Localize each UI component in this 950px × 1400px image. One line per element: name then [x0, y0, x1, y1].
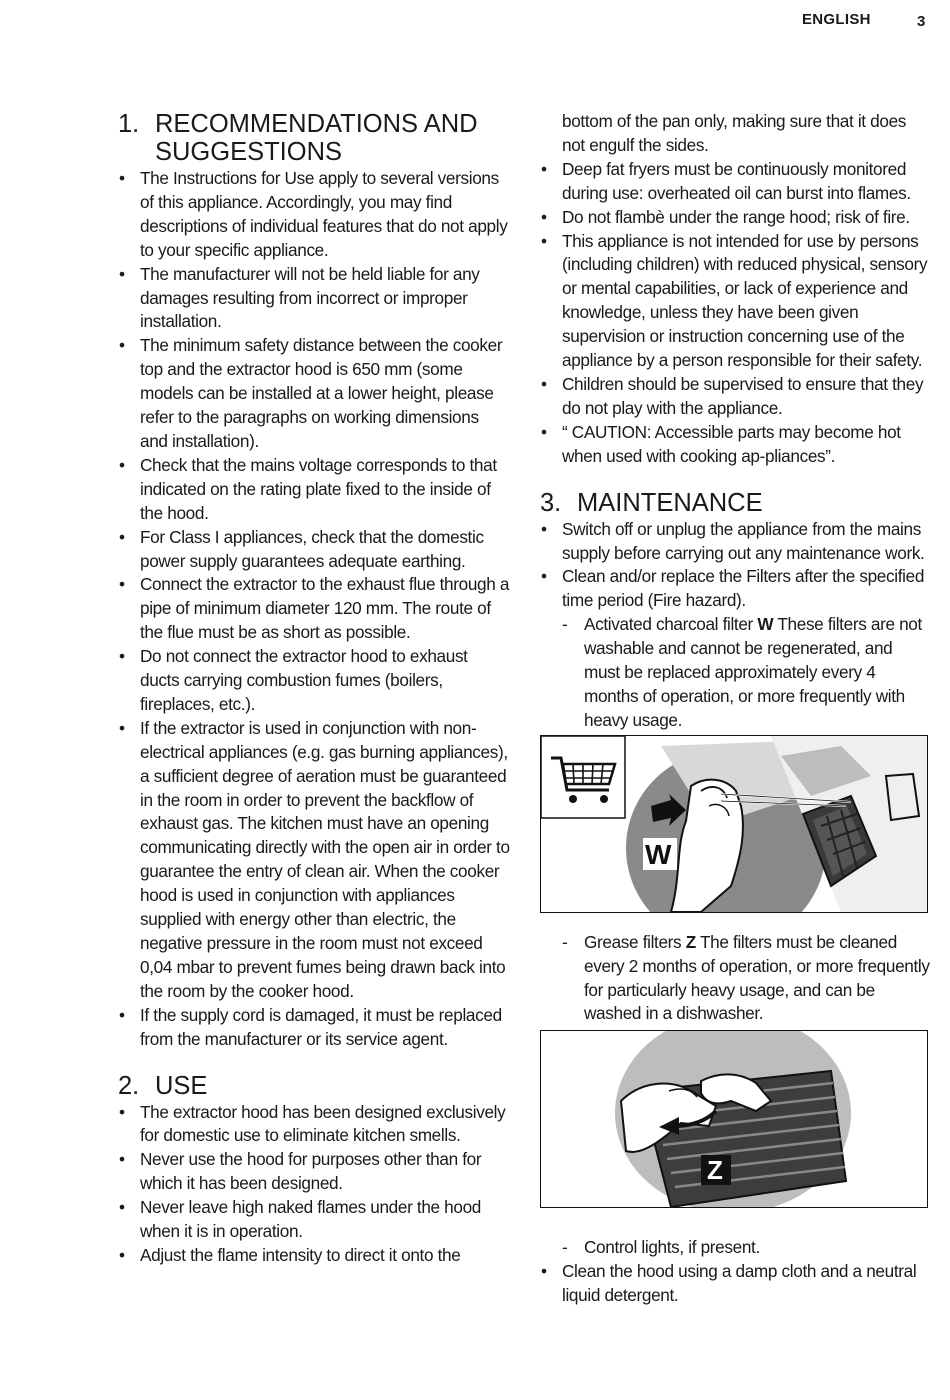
section-title-use: 2. USE [118, 1071, 208, 1100]
list-item: • Children should be supervised to ensure that they do not play with the appliance. [540, 373, 932, 421]
list-item: • Do not flambè under the range hood; risk of fire. [540, 206, 932, 230]
list-item: • Clean and/or replace the Filters after the specified time period (Fire hazard). [540, 565, 932, 613]
list-item: • Do not connect the extractor hood to exhaust ducts carrying combustion fumes (boilers, fireplaces, etc.). [118, 645, 510, 717]
use-list-left [118, 1101, 510, 1268]
list-item: • Adjust the flame intensity to direct it onto the [118, 1244, 510, 1268]
charcoal-filter-illustration [540, 735, 928, 913]
list-item: • This appliance is not intended for use by persons (including children) with reduced physical, sensory or mental capabilities, or lack of experience and knowledge, unless they have been given supervision or instruction concerning use of the appliance by a person responsible for their safety. [540, 230, 932, 373]
shopping-cart-icon [541, 736, 625, 818]
use-list-right [540, 158, 932, 469]
figure-label-w: W [645, 838, 672, 870]
grease-filter-illustration [540, 1030, 928, 1208]
charcoal-filter-item: - Activated charcoal filter W These filters are not washable and cannot be regenerated, and must be replaced approximately every 4 months of operation, or more frequently with heavy usage. [540, 613, 932, 733]
left-column [118, 110, 510, 1268]
control-lights-item: - Control lights, if present. [540, 1236, 932, 1260]
page-number: 3 [917, 13, 926, 30]
section-title-recommendations: 1. RECOMMENDATIONS AND SUGGESTIONS [118, 110, 478, 166]
right-column [540, 110, 932, 1308]
list-item: • Deep fat fryers must be continuously monitored during use: overheated oil can burst into flames. [540, 158, 932, 206]
figure-label-z: Z [707, 1155, 723, 1186]
list-item: • Switch off or unplug the appliance from the mains supply before carrying out any maintenance work. [540, 518, 932, 566]
maintenance-list-3 [540, 1236, 932, 1308]
recommendations-list [118, 167, 510, 1052]
list-item-continued: bottom of the pan only, making sure that it does not engulf the sides. [562, 111, 907, 155]
list-item: • If the extractor is used in conjunction with non-electrical appliances (e.g. gas burning appliances), a sufficient degree of aeration must be guaranteed in the room in order to prevent the backflow of exhaust gas. The kitchen must have an opening communicating directly with the open air in order to guarantee the entry of clean air. When the cooker hood is used in conjunction with appliances supplied with energy other than electric, the negative pressure in the room must not exceed 0,04 mbar to prevent fumes being drawn back into the room by the cooker hood. [118, 717, 510, 1004]
list-item: • The minimum safety distance between the cooker top and the extractor hood is 650 mm (some models can be installed at a lower height, please refer to the paragraphs on working dimensions and installation). [118, 334, 510, 454]
header-language: ENGLISH [802, 11, 871, 28]
list-item: • Connect the extractor to the exhaust flue through a pipe of minimum diameter 120 mm. The route of the flue must be as short as possible. [118, 573, 510, 645]
grease-filter-item: - Grease filters Z The filters must be cleaned every 2 months of operation, or more frequently for particularly heavy usage, and can be washed in a dishwasher. [540, 931, 932, 1027]
list-item: • “ CAUTION: Accessible parts may become hot when used with cooking ap-pliances”. [540, 421, 932, 469]
list-item: • Never use the hood for purposes other than for which it has been designed. [118, 1148, 510, 1196]
list-item: • Never leave high naked flames under the hood when it is in operation. [118, 1196, 510, 1244]
list-item: • Clean the hood using a damp cloth and a neutral liquid detergent. [540, 1260, 932, 1308]
list-item: • For Class I appliances, check that the domestic power supply guarantees adequate earthing. [118, 526, 510, 574]
list-item: • The extractor hood has been designed exclusively for domestic use to eliminate kitchen smells. [118, 1101, 510, 1149]
list-item: • If the supply cord is damaged, it must be replaced from the manufacturer or its service agent. [118, 1004, 510, 1052]
maintenance-list [540, 518, 932, 733]
maintenance-list-2 [540, 931, 932, 1027]
list-item: • The Instructions for Use apply to several versions of this appliance. Accordingly, you may find descriptions of individual features that do not apply to your specific appliance. [118, 167, 510, 263]
section-title-maintenance: 3. MAINTENANCE [540, 488, 763, 517]
list-item: • The manufacturer will not be held liable for any damages resulting from incorrect or improper installation. [118, 263, 510, 335]
list-item: • Check that the mains voltage corresponds to that indicated on the rating plate fixed to the inside of the hood. [118, 454, 510, 526]
